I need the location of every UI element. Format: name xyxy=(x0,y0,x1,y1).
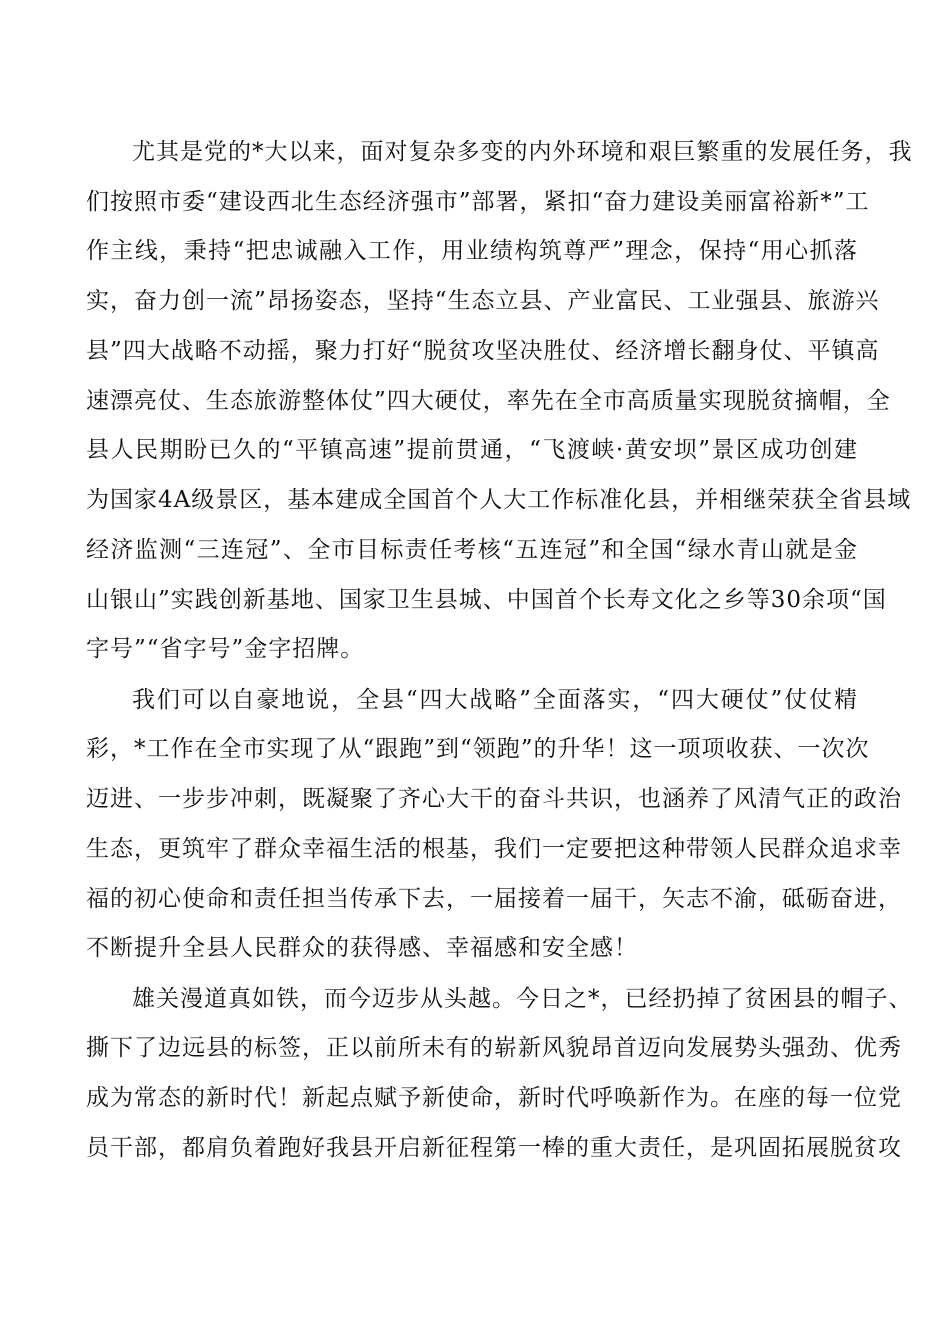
paragraph-1-line-11: 字号”“省字号”金字招牌。 xyxy=(86,636,365,662)
paragraph-3-line-2: 撕下了边远县的标签，正以前所未有的崭新风貌昂首迈向发展势头强劲、优秀 xyxy=(86,1035,902,1061)
paragraph-2-line-4: 生态，更筑牢了群众幸福生活的根基，我们一定要把这种带领人民群众追求幸 xyxy=(86,836,902,862)
paragraph-2-line-3: 迈进、一步步冲刺，既凝聚了齐心大干的奋斗共识，也涵养了风清气正的政治 xyxy=(86,786,902,812)
paragraph-1-line-2: 们按照市委“建设西北生态经济强市”部署，紧扣“奋力建设美丽富裕新*”工 xyxy=(86,189,870,215)
paragraph-1-line-1: 尤其是党的*大以来，面对复杂多变的内外环境和艰巨繁重的发展任务，我 xyxy=(132,139,913,165)
paragraph-1-line-3: 作主线，秉持“把忠诚融入工作，用业绩构筑尊严”理念，保持“用心抓落 xyxy=(86,238,858,264)
paragraph-2-line-1: 我们可以自豪地说，全县“四大战略”全面落实，“四大硬仗”仗仗精 xyxy=(132,687,858,713)
paragraph-1-line-9: 经济监测“三连冠”、全市目标责任考核“五连冠”和全国“绿水青山就是金 xyxy=(86,537,858,563)
paragraph-3-line-1: 雄关漫道真如铁，而今迈步从头越。今日之*，已经扔掉了贫困县的帽子、 xyxy=(132,986,913,1012)
paragraph-3-line-4: 员干部，都肩负着跑好我县开启新征程第一棒的重大责任，是巩固拓展脱贫攻 xyxy=(86,1135,902,1161)
paragraph-1-line-10: 山银山”实践创新基地、国家卫生县城、中国首个长寿文化之乡等30余项“国 xyxy=(86,587,887,613)
paragraph-2-line-6: 不断提升全县人民群众的获得感、幸福感和安全感！ xyxy=(86,935,638,961)
paragraph-1-line-5: 县”四大战略不动摇，聚力打好“脱贫攻坚决胜仗、经济增长翻身仗、平镇高 xyxy=(86,338,880,364)
paragraph-1-line-6: 速漂亮仗、生态旅游整体仗”四大硬仗，率先在全市高质量实现脱贫摘帽，全 xyxy=(86,388,891,414)
paragraph-1-line-4: 实，奋力创一流”昂扬姿态，坚持“生态立县、产业富民、工业强县、旅游兴 xyxy=(86,288,880,314)
paragraph-1-line-8: 为国家4A级景区，基本建成全国首个人大工作标准化县，并相继荣获全省县域 xyxy=(86,487,912,513)
paragraph-2-line-5: 福的初心使命和责任担当传承下去，一届接着一届干，矢志不渝，砥砺奋进， xyxy=(86,886,902,912)
paragraph-1-line-7: 县人民期盼已久的“平镇高速”提前贯通，“飞渡峡·黄安坝”景区成功创建 xyxy=(86,437,858,463)
paragraph-3-line-3: 成为常态的新时代！新起点赋予新使命，新时代呼唤新作为。在座的每一位党 xyxy=(86,1085,902,1111)
paragraph-2-line-2: 彩，*工作在全市实现了从“跟跑”到“领跑”的升华！这一项项收获、一次次 xyxy=(86,736,870,762)
